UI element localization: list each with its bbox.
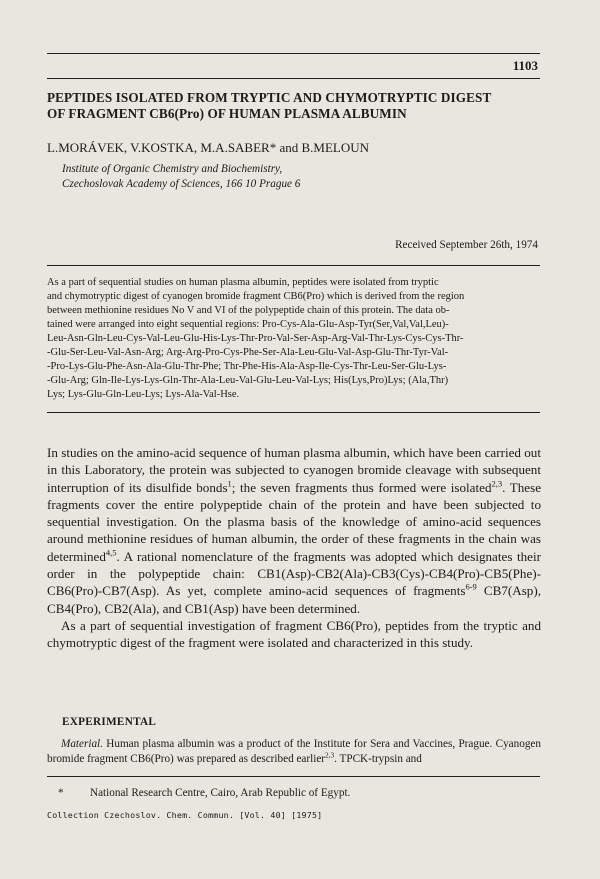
abstract-line: -Glu-Ser-Leu-Val-Asn-Arg; Arg-Arg-Pro-Cys-Phe-Ser-Ala-Leu-Glu-Val-Asp-Glu-Thr-Tyr-Val- xyxy=(47,347,449,358)
text-span: In studies on the amino-acid sequence of human plasma albumin, which have been carried out in this Laboratory, the protein was subjected to cyanogen bromide cleavage with subsequent interruption of its disulfide bonds xyxy=(47,445,541,495)
authors: L.MORÁVEK, V.KOSTKA, M.A.SABER* and B.MELOUN xyxy=(47,140,370,155)
body-paragraph-2: As a part of sequential investigation of fragment CB6(Pro), peptides from the tryptic and chymotryptic digest of the fragment were isolated and characterized in this study. xyxy=(47,617,541,651)
citation-ref: 4,5 xyxy=(105,547,117,558)
abstract-line: Leu-Asn-Gln-Leu-Cys-Val-Leu-Glu-His-Lys-Thr-Pro-Val-Ser-Asp-Arg-Val-Thr-Lys-Cys-Cys-Thr- xyxy=(47,333,464,344)
body-text xyxy=(47,444,541,652)
institution xyxy=(62,162,300,192)
text-span: . A rational nomenclature of the fragments was adopted which designates their order in the polypeptide chain: CB1(Asp)-CB2(Ala)-CB3(Cys)-CB4(Pro)-CB5(Phe)-CB6(Pro)-CB7(Asp). As yet, complete amino-acid sequences of fragments xyxy=(47,548,541,599)
abstract xyxy=(47,276,541,402)
citation-ref: 2,3 xyxy=(491,478,503,489)
top-rule xyxy=(47,53,540,54)
received-date: Received September 26th, 1974 xyxy=(395,239,538,251)
text-span: . These fragments cover the entire polypeptide chain of the protein and have been subjected to sequential investigation. On the plasma basis of the knowledge of amino-acid sequences around methionine residues of human albumin, the order of these fragments in the chain was determined xyxy=(47,479,542,564)
material-lead: Material. xyxy=(61,738,103,750)
title-line-1: PEPTIDES ISOLATED FROM TRYPTIC AND CHYMOTRYPTIC DIGEST xyxy=(47,90,492,105)
title-line-2: OF FRAGMENT CB6(Pro) OF HUMAN PLASMA ALBUMIN xyxy=(47,106,407,121)
text-span: Human plasma albumin was a product of the Institute for Sera and Vaccines, Prague. Cyanogen bromide fragment CB6(Pro) was prepared as described earlier xyxy=(47,738,541,765)
citation-ref: 6-9 xyxy=(465,582,477,593)
text-span: . TPCK-trypsin and xyxy=(334,752,422,765)
citation-ref: 2,3 xyxy=(325,751,335,760)
article-title xyxy=(47,90,542,122)
abstract-line: -Pro-Lys-Glu-Phe-Asn-Ala-Glu-Thr-Phe; Thr-Phe-His-Ala-Asp-Ile-Cys-Thr-Leu-Ser-Glu-Lys- xyxy=(47,361,447,372)
text-span: CB7(Asp), CB4(Pro), CB2(Ala), and CB1(Asp) have been determined. xyxy=(47,583,541,616)
experimental-text xyxy=(47,737,541,767)
text-span: ; the seven fragments thus formed were isolated xyxy=(231,479,492,495)
abstract-line: Lys; Lys-Glu-Gln-Leu-Lys; Lys-Ala-Val-Hse. xyxy=(47,389,240,400)
header-rule xyxy=(47,78,540,79)
institution-line-2: Czechoslovak Academy of Sciences, 166 10 Prague 6 xyxy=(62,178,301,190)
section-heading: EXPERIMENTAL xyxy=(62,716,157,728)
abstract-line: As a part of sequential studies on human plasma albumin, peptides were isolated from tryptic xyxy=(47,277,439,288)
footnote-text: National Research Centre, Cairo, Arab Republic of Egypt. xyxy=(90,787,351,799)
page-number: 1103 xyxy=(512,58,538,73)
institution-line-1: Institute of Organic Chemistry and Biochemistry, xyxy=(62,163,283,175)
abstract-bottom-rule xyxy=(47,412,540,413)
journal-citation: Collection Czechoslov. Chem. Commun. [Vol. 40] [1975] xyxy=(47,810,323,820)
footnote xyxy=(58,787,350,799)
abstract-line: and chymotryptic digest of cyanogen bromide fragment CB6(Pro) which is derived from the region xyxy=(47,291,465,302)
body-paragraph-1 xyxy=(47,444,541,617)
footnote-rule xyxy=(47,776,540,777)
abstract-line: between methionine residues No V and VI of the polypeptide chain of this protein. The data ob- xyxy=(47,305,450,316)
abstract-line: tained were arranged into eight sequential regions: Pro-Cys-Ala-Glu-Asp-Tyr(Ser,Val,Val,Leu)- xyxy=(47,319,449,330)
footnote-mark: * xyxy=(58,787,64,799)
abstract-line: -Glu-Arg; Gln-Ile-Lys-Lys-Gln-Thr-Ala-Leu-Val-Glu-Leu-Val-Lys; His(Lys,Pro)Lys; (Ala,Thr) xyxy=(47,375,449,386)
citation-ref: 1 xyxy=(227,478,232,489)
abstract-top-rule xyxy=(47,265,540,266)
